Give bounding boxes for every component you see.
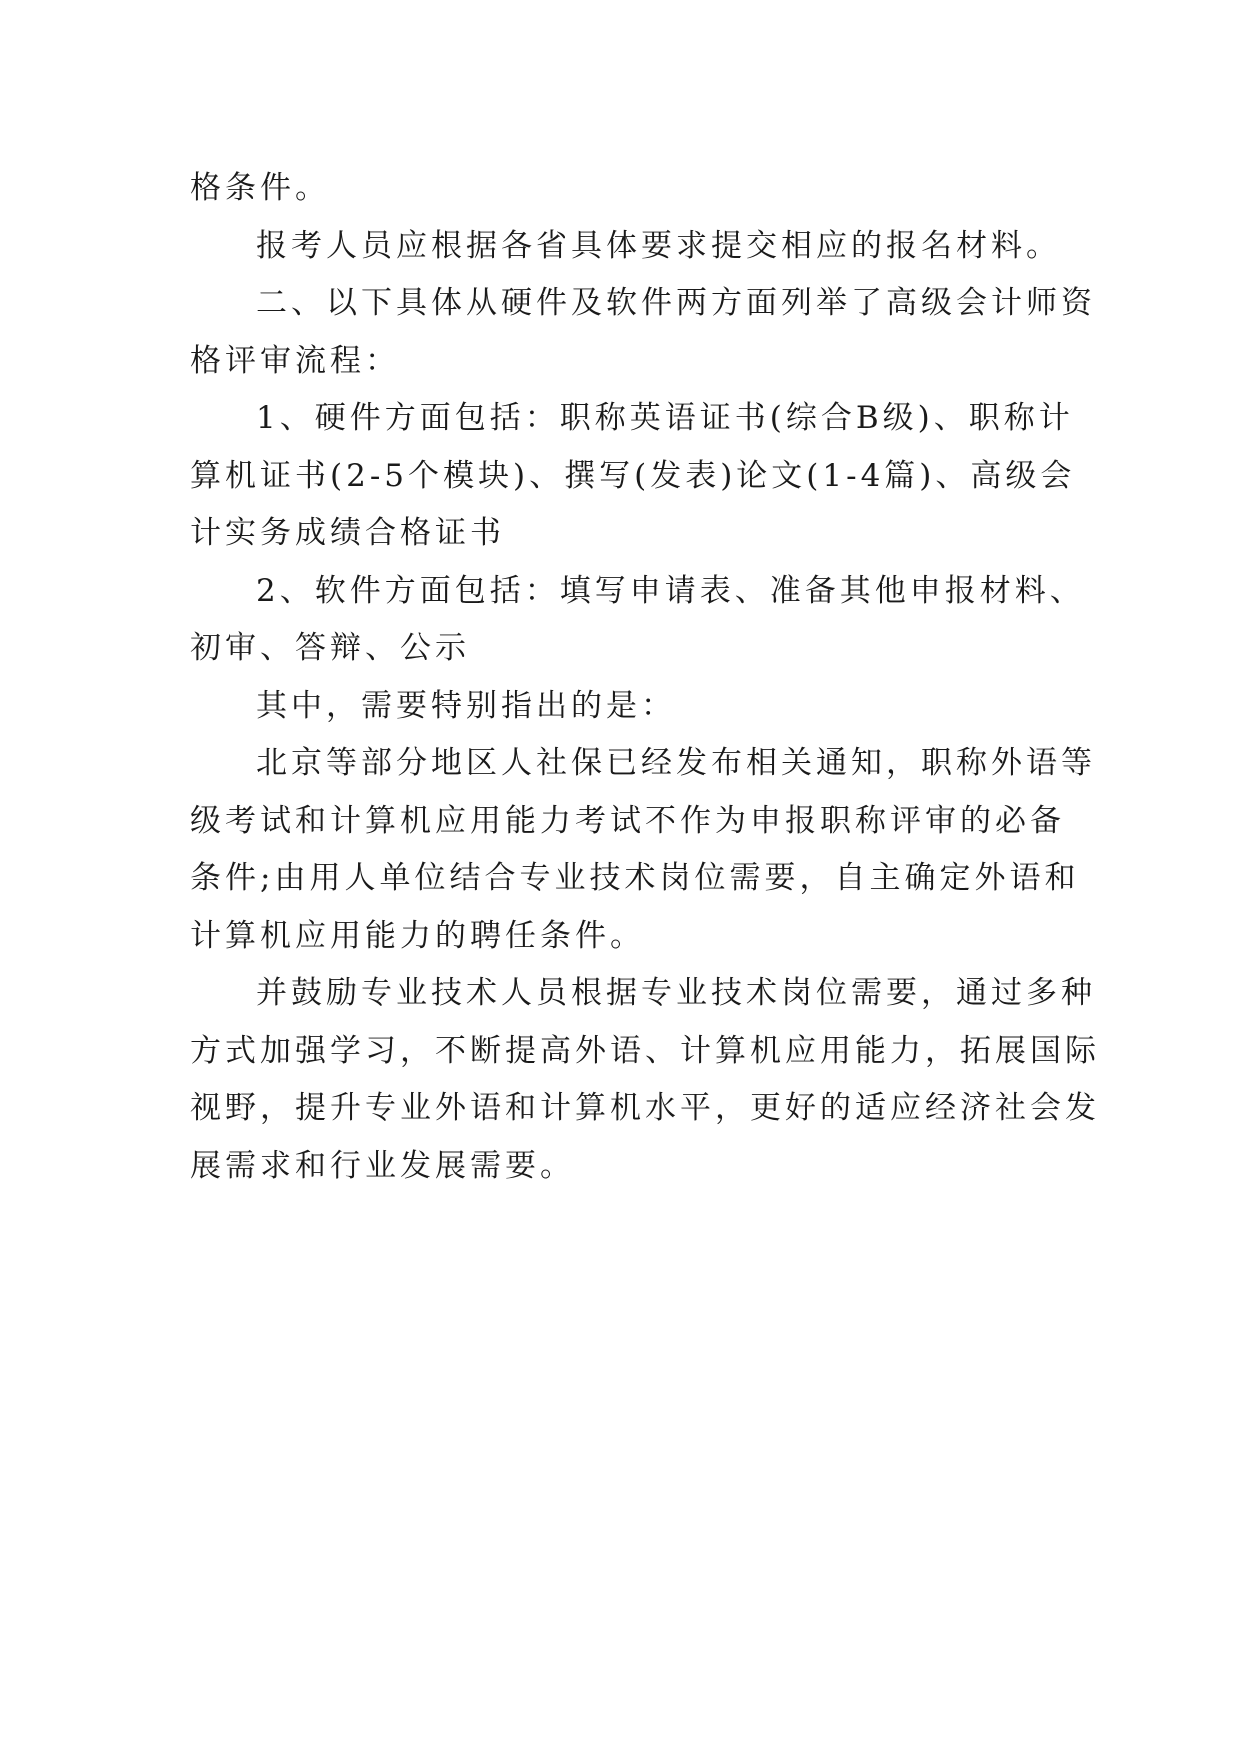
text-line: 其中，需要特别指出的是： [256,687,676,724]
text-line: 二、以下具体从硬件及软件两方面列举了高级会计师资 [256,285,1096,321]
text-line: 计实务成绩合格证书 [190,515,505,551]
text-line: 1、硬件方面包括：职称英语证书(综合B级)、职称计 [256,400,1074,436]
text-line: 格评审流程： [190,342,400,379]
text-line: 初审、答辩、公示 [190,630,470,666]
document-body [190,160,1100,1195]
text-line: 北京等部分地区人社保已经发布相关通知，职称外语等 [256,745,1096,781]
text-line: 方式加强学习，不断提高外语、计算机应用能力，拓展国际 [190,1032,1100,1069]
text-line: 条件;由用人单位结合专业技术岗位需要，自主确定外语和 [190,860,1080,896]
text-line: 报考人员应根据各省具体要求提交相应的报名材料。 [256,227,1061,264]
text-line: 并鼓励专业技术人员根据专业技术岗位需要，通过多种 [256,975,1096,1011]
text-line: 视野，提升专业外语和计算机水平，更好的适应经济社会发 [190,1090,1100,1126]
text-line: 算机证书(2-5个模块)、撰写(发表)论文(1-4篇)、高级会 [190,457,1076,494]
text-line: 级考试和计算机应用能力考试不作为申报职称评审的必备 [190,802,1065,839]
text-line: 展需求和行业发展需要。 [190,1147,575,1184]
text-line: 2、软件方面包括：填写申请表、准备其他申报材料、 [256,572,1085,609]
text-line: 格条件。 [190,170,330,206]
text-line: 计算机应用能力的聘任条件。 [190,917,645,954]
